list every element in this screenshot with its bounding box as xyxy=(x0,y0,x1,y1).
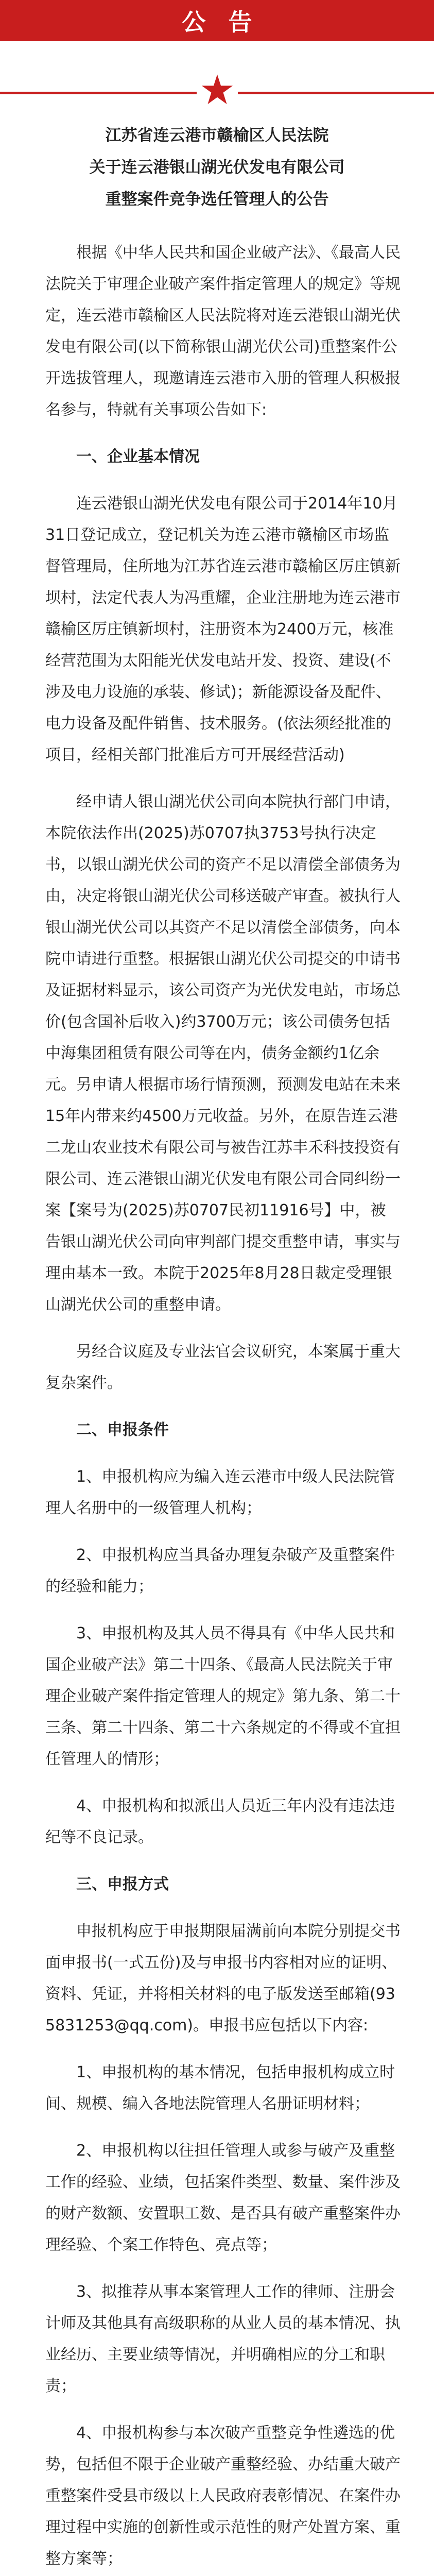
notice-body xyxy=(45,237,401,2576)
section-paragraph: 连云港银山湖光伏发电有限公司于2014年10月31日登记成立，登记机关为连云港市赣榆区市场监督管理局，住所地为江苏省连云港市赣榆区厉庄镇新坝村，法定代表人为冯重耀，企业注册地为连云港市赣榆区厉庄镇新坝村，注册资本为2400万元，核准经营范围为太阳能光伏发电站开发、投资、建设(不涉及电力设施的承装、修试)；新能源设备及配件、电力设备及配件销售、技术服务。(依法须经批准的项目，经相关部门批准后方可开展经营活动) xyxy=(45,495,401,764)
heading-line-3: 重整案件竞争选任管理人的公告 xyxy=(105,190,329,209)
banner-title: 公告 xyxy=(182,8,275,36)
section-paragraph: 4、申报机构参与本次破产重整竞争性遴选的优势，包括但不限于企业破产重整经验、办结重大破产重整案件受县市级以上人民政府表彰情况、在案件办理过程中实施的创新性或示范性的财产处置方案、重整方案等； xyxy=(45,2424,401,2568)
section-paragraph: 1、申报机构的基本情况，包括申报机构成立时间、规模、编入各地法院管理人名册证明材料； xyxy=(45,2063,395,2113)
section-paragraph: 2、申报机构以往担任管理人或参与破产及重整工作的经验、业绩，包括案件类型、数量、案件涉及的财产数额、安置职工数、是否具有破产重整案件办理经验、个案工作特色、亮点等； xyxy=(45,2142,401,2254)
section-title: 二、申报条件 xyxy=(76,1421,169,1439)
section-paragraph: 3、拟推荐从事本案管理人工作的律师、注册会计师及其他具有高级职称的从业人员的基本情况、执业经历、主要业绩等情况，并明确相应的分工和职责； xyxy=(45,2283,401,2395)
section-title: 一、企业基本情况 xyxy=(76,448,200,466)
section-paragraph: 申报机构应于申报期限届满前向本院分别提交书面申报书(一式五份)及与申报书内容相对应的证明、资料、凭证，并将相关材料的电子版发送至邮箱(935831253@qq.com)。申报书应包括以下内容: xyxy=(45,1922,401,2035)
section-title: 三、申报方式 xyxy=(76,1875,169,1893)
section-paragraph: 2、申报机构应当具备办理复杂破产及重整案件的经验和能力； xyxy=(45,1546,395,1596)
notice-banner xyxy=(0,0,434,41)
heading-line-2: 关于连云港银山湖光伏发电有限公司 xyxy=(89,158,345,177)
section-paragraph: 3、申报机构及其人员不得具有《中华人民共和国企业破产法》第二十四条、《最高人民法院关于审理企业破产案件指定管理人的规定》第九条、第二十三条、第二十四条、第二十六条规定的不得或不宜担任管理人的情形； xyxy=(45,1624,401,1768)
section-paragraph: 经申请人银山湖光伏公司向本院执行部门申请，本院依法作出(2025)苏0707执3753号执行决定书，以银山湖光伏公司的资产不足以清偿全部债务为由，决定将银山湖光伏公司移送破产审查。被执行人银山湖光伏公司以其资产不足以清偿全部债务，向本院申请进行重整。根据银山湖光伏公司提交的申请书及证据材料显示，该公司资产为光伏发电站，市场总价(包含国补后收入)约3700万元；该公司债务包括中海集团租赁有限公司等在内，债务金额约1亿余元。另申请人根据市场行情预测，预测发电站在未来15年内带来约4500万元收益。另外，在原告连云港二龙山农业技术有限公司与被告江苏丰禾科技投资有限公司、连云港银山湖光伏发电有限公司合同纠纷一案【案号为(2025)苏0707民初11916号】中，被告银山湖光伏公司向审判部门提交重整申请，事实与理由基本一致。本院于2025年8月28日裁定受理银山湖光伏公司的重整申请。 xyxy=(45,793,401,1314)
section-paragraph: 4、申报机构和拟派出人员近三年内没有违法违纪等不良记录。 xyxy=(45,1797,395,1846)
section-paragraph: 另经合议庭及专业法官会议研究，本案属于重大复杂案件。 xyxy=(45,1343,401,1392)
right-divider xyxy=(238,92,434,94)
section-paragraph: 1、申报机构应为编入连云港市中级人民法院管理人名册中的一级管理人机构； xyxy=(45,1468,395,1517)
intro-paragraph: 根据《中华人民共和国企业破产法》、《最高人民法院关于审理企业破产案件指定管理人的规定》等规定，连云港市赣榆区人民法院将对连云港银山湖光伏发电有限公司(以下简称银山湖光伏公司)重整案件公开选拔管理人，现邀请连云港市入册的管理人积极报名参与，特就有关事项公告如下: xyxy=(45,244,401,419)
heading-line-1: 江苏省连云港市赣榆区人民法院 xyxy=(105,126,329,145)
left-divider xyxy=(0,92,197,94)
notice-heading xyxy=(0,120,434,215)
red-star-icon xyxy=(201,73,234,106)
